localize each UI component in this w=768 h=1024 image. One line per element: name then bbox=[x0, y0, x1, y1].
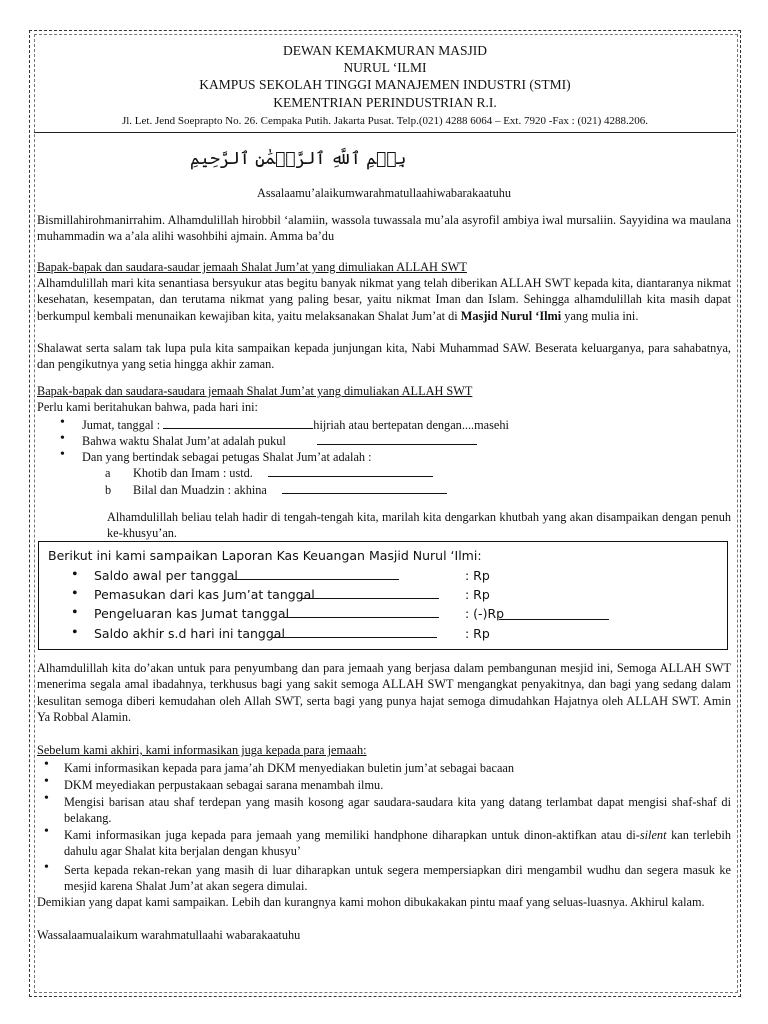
header-address: Jl. Let. Jend Soeprapto No. 26. Cempaka Putih. Jakarta Pusat. Telp.(021) 4288 6064 – Ext. 7920 -Fax : (021) 4288.206. bbox=[121, 115, 649, 127]
opening-balance-value: : Rp bbox=[465, 568, 490, 583]
date-blank[interactable] bbox=[163, 417, 313, 429]
greeting: Assalaamu’alaikumwarahmatullaahiwabarakaatuhu bbox=[256, 186, 512, 200]
section1-paragraph1: Alhamdulillah mari kita senantiasa bersyukur atas begitu banyak nikmat yang telah diberikan ALLAH SWT kepada kita, diantaranya nikmat kesehatan, kesempatan, dan terutama nikmat yang paling besar, yaitu nikmat Iman dan Islam. Sehingga alhamdulillah kita masih dapat berkumpul kembali menunaikan kewajiban kita, yaitu melaksanakan Shalat Jum’at di Masjid Nurul ‘Ilmi yang mulia ini. bbox=[37, 276, 731, 323]
info-item-handphone: Kami informasikan juga kepada para jemaah yang memiliki handphone diharapkan untuk dinon-aktifkan atau di-silent kan terlebih dahulu agar Shalat kita berjalan dengan khusyu’ bbox=[64, 828, 731, 858]
header-campus: KAMPUS SEKOLAH TINGGI MANAJEMEN INDUSTRI (STMI) bbox=[199, 77, 571, 92]
bullet-icon: • bbox=[72, 624, 78, 641]
bismillah-calligraphy: بِسۡمِ ٱللَّهِ ٱلرَّحۡمَٰنِ ٱلرَّحِيمِ bbox=[190, 149, 407, 169]
bilal-letter: b bbox=[105, 483, 112, 497]
khotib-line: Khotib dan Imam : ustd. bbox=[133, 465, 433, 481]
closing-paragraph: Demikian yang dapat kami sampaikan. Lebih dan kurangnya kami mohon dibukakakan pintu maaf yang seluas-luasnya. Akhirul kalam. bbox=[37, 895, 705, 909]
opening-balance-label: Saldo awal per tanggal bbox=[94, 568, 238, 583]
bullet-icon: • bbox=[60, 415, 65, 430]
intro-paragraph: Bismillahirohmanirrahim. Alhamdulillah hirobbil ‘alamiin, wassola tuwassala mu’ala asyrofil ambiya iwal mursaliin. Sayyidina wa maulana muhammadin wa a’ala alihi wasohbihi ajmain. Amma ba’du bbox=[37, 213, 731, 244]
officers-line: Dan yang bertindak sebagai petugas Shalat Jum’at adalah : bbox=[82, 450, 372, 464]
farewell: Wassalaamualaikum warahmatullaahi wabarakaatuhu bbox=[37, 928, 301, 942]
income-value: : Rp bbox=[465, 587, 490, 602]
info-item-bulletin: Kami informasikan kepada para jama’ah DKM menyediakan buletin jum’at sebagai bacaan bbox=[64, 761, 515, 775]
income-label: Pemasukan dari kas Jum’at tanggal bbox=[94, 587, 315, 602]
expense-label: Pengeluaran kas Jumat tanggal bbox=[94, 606, 290, 621]
jumat-date-line: Jumat, tanggal : hijriah atau bertepatan dengan....masehi bbox=[82, 418, 509, 432]
khotib-blank[interactable] bbox=[268, 465, 433, 477]
income-blank[interactable] bbox=[301, 598, 439, 599]
expense-blank[interactable] bbox=[284, 617, 439, 618]
prayer-time-line: Bahwa waktu Shalat Jum’at adalah pukul bbox=[82, 433, 477, 449]
section2-heading: Bapak-bapak dan saudara-saudara jemaah Shalat Jum’at yang dimuliakan ALLAH SWT bbox=[37, 384, 473, 398]
section1-heading: Bapak-bapak dan saudara-saudar jemaah Shalat Jum’at yang dimuliakan ALLAH SWT bbox=[37, 260, 467, 274]
closing-balance-value: : Rp bbox=[465, 626, 490, 641]
bullet-icon: • bbox=[44, 860, 49, 875]
info-item-shaf: Mengisi barisan atau shaf terdepan yang masih kosong agar saudara-saudara kita yang datang terlambat dapat mengisi shaf-shaf di belakang. bbox=[64, 795, 731, 825]
bilal-blank[interactable] bbox=[282, 482, 447, 494]
bilal-line: Bilal dan Muadzin : akhina bbox=[133, 482, 447, 498]
section1-paragraph2: Shalawat serta salam tak lupa pula kita sampaikan kepada junjungan kita, Nabi Muhammad SAW. Beserata keluarganya, para sahabatnya, dan pengikutnya yang setia hingga akhir zaman. bbox=[37, 341, 731, 372]
prayer-paragraph: Alhamdulillah kita do’akan untuk para penyumbang dan para jemaah yang berjasa dalam pembangunan mesjid ini, Semoga ALLAH SWT menerima segala amal ibadahnya, terkhusus bagi yang sakit semoga ALLAH SWT mengangkat penyakitnya, dan bagi yang sedang dalam kesulitan semoga diberi kemudahan oleh Allah SWT, serta bagi yang punya hajat semoga dimudahkan Hajatnya oleh ALLAH SWT. Amin Ya Robbal Alamin. bbox=[37, 661, 731, 724]
time-blank[interactable] bbox=[317, 433, 477, 445]
header-ministry: KEMENTRIAN PERINDUSTRIAN R.I. bbox=[273, 95, 497, 110]
header-org: DEWAN KEMAKMURAN MASJID bbox=[282, 43, 487, 58]
closing-balance-blank[interactable] bbox=[272, 637, 437, 638]
financial-report-box bbox=[38, 541, 728, 650]
header-divider bbox=[34, 132, 736, 133]
info-item-wudhu: Serta kepada rekan-rekan yang masih di luar diharapkan untuk segera mempersiapkan diri mengambil wudhu dan segera masuk ke mesjid karena Shalat Jum’at akan segera dimulai. bbox=[64, 863, 731, 893]
closing-balance-label: Saldo akhir s.d hari ini tanggal bbox=[94, 626, 285, 641]
bullet-icon: • bbox=[44, 824, 49, 839]
bullet-icon: • bbox=[44, 757, 49, 772]
bullet-icon: • bbox=[72, 566, 78, 583]
financial-report-title: Berikut ini kami sampaikan Laporan Kas Keuangan Masjid Nurul ‘Ilmi: bbox=[48, 548, 482, 563]
bullet-icon: • bbox=[72, 585, 78, 602]
bullet-icon: • bbox=[60, 431, 65, 446]
info-heading: Sebelum kami akhiri, kami informasikan juga kepada para jemaah: bbox=[37, 743, 367, 757]
header-masjid: NURUL ‘ILMI bbox=[343, 60, 427, 75]
info-item-library: DKM meyediakan perpustakaan sebagai sarana menambah ilmu. bbox=[64, 778, 384, 792]
section2-lead: Perlu kami beritahukan bahwa, pada hari ini: bbox=[37, 400, 258, 414]
khotib-letter: a bbox=[105, 466, 111, 480]
khutbah-paragraph: Alhamdulillah beliau telah hadir di tengah-tengah kita, marilah kita dengarkan khutbah yang akan disampaikan dengan penuh ke-khusyu’an. bbox=[107, 510, 731, 540]
expense-amount-line[interactable] bbox=[499, 619, 609, 620]
bullet-icon: • bbox=[60, 447, 65, 462]
bullet-icon: • bbox=[44, 774, 49, 789]
bullet-icon: • bbox=[44, 791, 49, 806]
bullet-icon: • bbox=[72, 604, 78, 621]
opening-balance-blank[interactable] bbox=[233, 579, 399, 580]
expense-value: : (-)Rp bbox=[465, 606, 505, 621]
